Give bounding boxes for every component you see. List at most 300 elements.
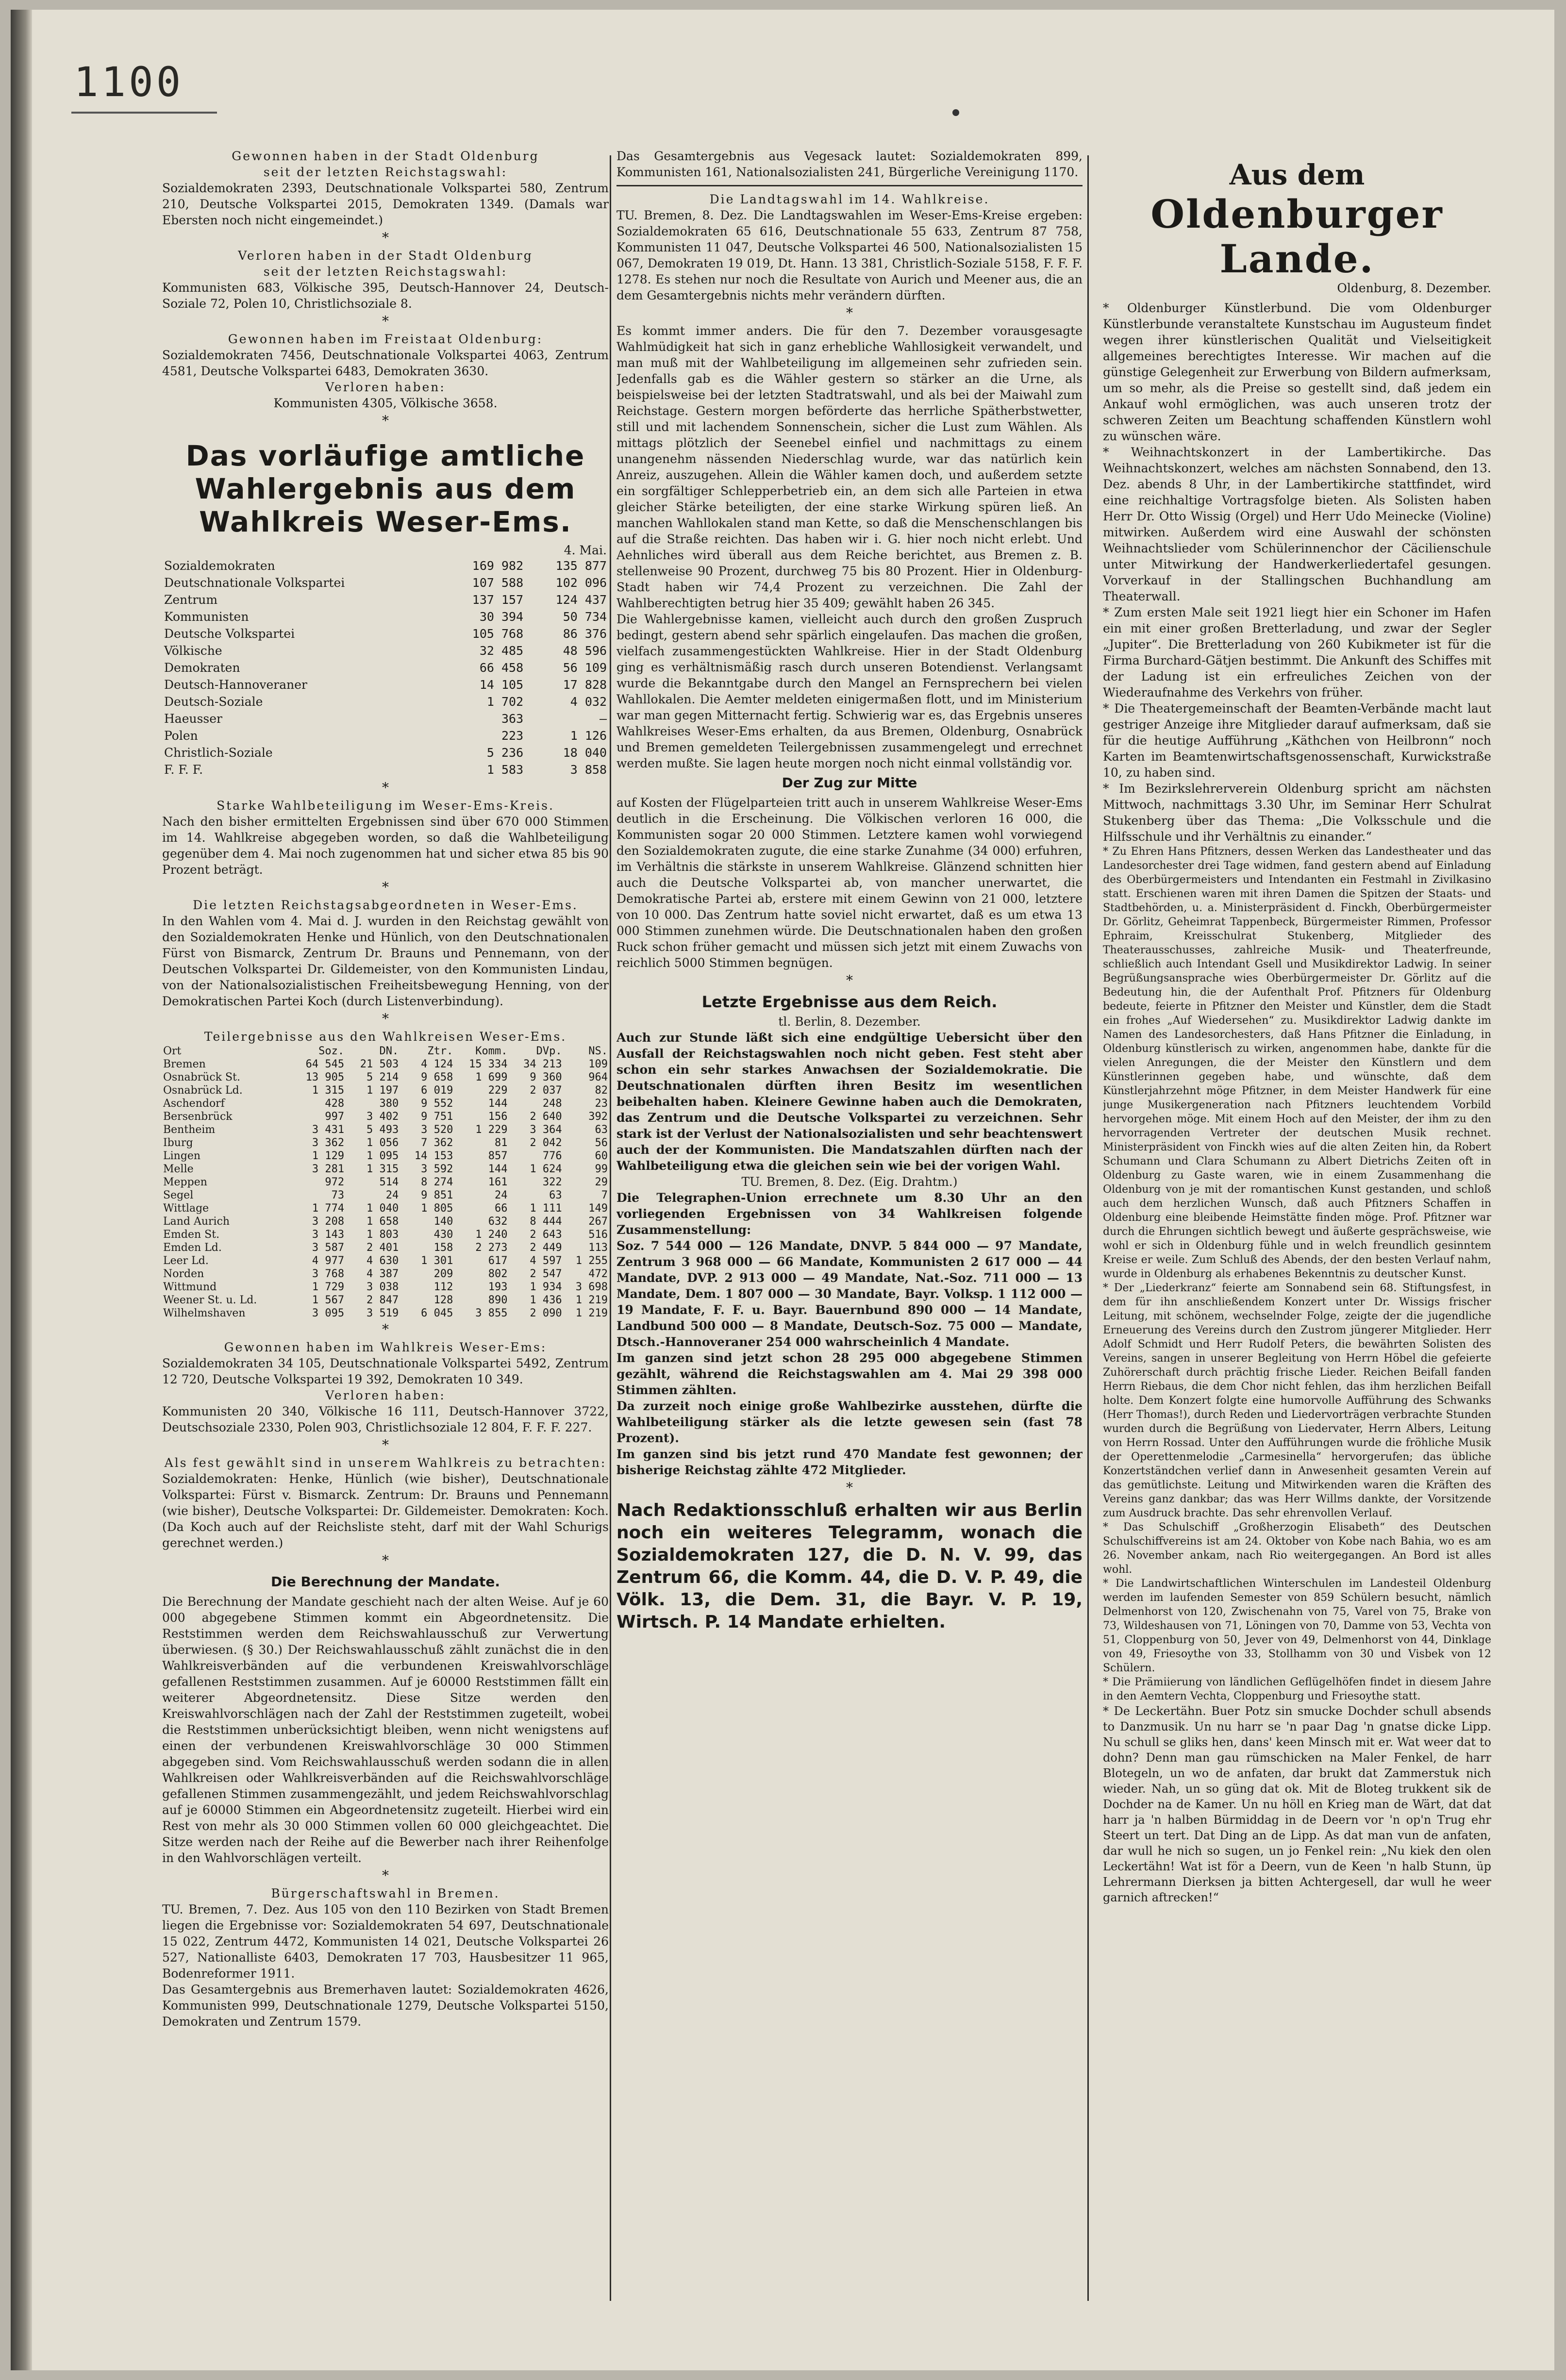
results-row <box>162 727 609 744</box>
teil-value: 1 699 <box>475 1071 508 1083</box>
page-number: 1100 <box>74 58 184 106</box>
teil-value: 3 364 <box>530 1124 562 1136</box>
separator-star: * <box>382 1867 389 1883</box>
teil-value: 1 934 <box>530 1281 562 1293</box>
teil-ort: Emden St. <box>163 1229 220 1241</box>
section-rule <box>616 185 1083 186</box>
results-value-now: 169 982 <box>472 559 524 573</box>
teil-row <box>162 1281 609 1294</box>
teil-row <box>162 1294 609 1307</box>
ergebnisse-text: Die Wahlergebnisse kamen, vielleicht auch durch den großen Zuspruch bedingt, gestern abend sehr spärlich eingelaufen. Das machen die großen, vielfach zusammengestückten Wahlkreise. Hier in der Stadt Oldenburg ging es verhältnismäßig rasch durch unseren Botendienst. Verlangsamt wurde die Bekanntgabe durch den Mangel an Fernsprechern bei vielen Wahllokalen. Die Aemter meldeten einigermaßen flott, und im Ministerium war man gegen Mitternacht fertig. Schwierig war es, das Ergebnis unseres Wahlkreises Weser-Ems erhalten, da aus Bremen, Oldenburg, Osnabrück und Bremen gemeldeten Teilergebnissen zusammengelegt und errechnet werden mußte. Sie lagen heute morgen noch nicht einmal vollständig vor. <box>616 612 1083 770</box>
results-row <box>162 642 609 659</box>
teil-row <box>162 1123 609 1136</box>
results-value-mai: 1 126 <box>570 729 607 743</box>
teil-value: 140 <box>433 1215 453 1228</box>
results-value-now: 223 <box>501 729 524 743</box>
teil-value: 1 111 <box>530 1202 562 1215</box>
results-party: Zentrum <box>164 593 218 607</box>
separator-star: * <box>382 1011 389 1027</box>
teil-value: 193 <box>488 1281 508 1293</box>
teil-value: 2 090 <box>530 1307 562 1319</box>
teil-value: 56 <box>595 1137 608 1149</box>
teil-value: 112 <box>433 1281 453 1293</box>
teil-row <box>162 1110 609 1123</box>
landtagswahl-text: TU. Bremen, 8. Dez. Die Landtagswahlen im Weser-Ems-Kreise ergeben: Sozialdemokraten 65 616, Deutschnationale 55 633, Zentrum 87 758, Kommunisten 11 047, Deutsche Volkspartei 46 500, Nationalsozialisten 15 067, Demokraten 19 019, Dt. Hann. 13 381, Christlich-Soziale 5158, F. F. F. 1278. Es stehen nur noch die Resultate von Aurich und Meener aus, die an dem Gesamtergebnis nichts mehr verändern dürften. <box>616 208 1083 302</box>
teil-value: 109 <box>588 1058 608 1070</box>
lokal-title-line1: Aus dem <box>1229 158 1365 191</box>
results-value-mai: — <box>599 712 607 726</box>
teil-value: 1 219 <box>575 1294 608 1306</box>
teil-ort: Melle <box>163 1163 194 1175</box>
teil-ort: Osnabrück Ld. <box>163 1084 243 1097</box>
teil-value: 13 905 <box>305 1071 345 1083</box>
teil-value: 9 360 <box>530 1071 562 1083</box>
results-row <box>162 659 609 676</box>
results-party: Sozialdemokraten <box>164 559 275 573</box>
teil-value: 516 <box>588 1229 608 1241</box>
schoner-text: * Zum ersten Male seit 1921 liegt hier ein Schoner im Hafen ein mit einer großen Bretterladung, und zwar der Segler „Jupiter“. Die Bretterladung von 260 Kubikmeter ist für die Firma Burchard-Gätjen bestimmt. Die Ankunft des Schiffes mit der Ladung ist ein erfreuliches Zeichen von der Wiederaufnahme des Verkehrs von früher. <box>1103 605 1491 699</box>
teil-col-header: Ort <box>163 1045 182 1057</box>
teil-value: 3 362 <box>312 1137 345 1149</box>
teil-value: 24 <box>385 1189 399 1201</box>
teil-ort: Bersenbrück <box>163 1111 233 1123</box>
verloren-stadt-head: Verloren haben in der Stadt Oldenburg <box>238 249 533 263</box>
teil-value: 128 <box>433 1294 453 1306</box>
teil-value: 1 624 <box>530 1163 562 1175</box>
teil-row <box>162 1189 609 1202</box>
scan-edge <box>11 10 32 2370</box>
teil-value: 776 <box>542 1150 562 1162</box>
verloren-stadt-text: Kommunisten 683, Völkische 395, Deutsch-Hannover 24, Deutsch-Soziale 72, Polen 10, Christlichsoziale 8. <box>162 281 609 311</box>
teil-row <box>162 1254 609 1267</box>
teil-value: 3 402 <box>367 1111 399 1123</box>
mandate-text: Die Berechnung der Mandate geschieht nach der alten Weise. Auf je 60 000 abgegebene Stimmen kommt ein Abgeordnetensitz. Die Reststimmen werden dem Reichswahlausschuß zur Verwertung überwiesen. (§ 30.) Der Reichswahlausschuß zählt zunächst die in den Wahlkreisverbänden auf die verbundenen Kreiswahlvorschläge gefallenen Reststimmen zusammen. Auf je 60000 Reststimmen fällt ein weiterer Abgeordnetensitz. Diese Sitze werden den Kreiswahlvorschlägen nach der Zahl der Reststimmen zugeteilt, wobei die Reststimmen unberücksichtigt bleiben, wenn nicht wenigstens auf einen der verbundenen Kreiswahlvorschläge 30 000 Stimmen abgegeben sind. Vom Reichswahlausschuß werden sodann die in allen Wahlkreisen oder Wahlkreisverbänden auf die Reichswahlvorschläge gefallenen Stimmen zusammengezählt, und jedem Reichswahlvorschlag auf je 60000 Stimmen ein Abgeordnetensitz zugeteilt. Hierbei wird ein Rest von mehr als 30 000 Stimmen vollen 60 000 gleichgeachtet. Die Sitze werden nach der Reihe auf die Bewerber nach ihrer Reihenfolge in den Wahlvorschlägen verteilt. <box>162 1595 609 1865</box>
gefluegel-text: * Die Prämiierung von ländlichen Geflügelhöfen findet in diesem Jahre in den Aemtern Vechta, Cloppenburg und Friesoythe statt. <box>1103 1676 1491 1702</box>
results-party: Christlich-Soziale <box>164 746 273 760</box>
teil-value: 2 042 <box>530 1137 562 1149</box>
wahlergebnis-headline: Das vorläufige amtliche Wahlergebnis aus dem Wahlkreis Weser-Ems. <box>185 439 585 538</box>
teil-value: 1 040 <box>367 1202 399 1215</box>
results-row <box>162 710 609 727</box>
results-value-now: 32 485 <box>479 644 524 658</box>
teil-value: 2 273 <box>475 1242 508 1254</box>
teil-value: 1 315 <box>367 1163 399 1175</box>
teil-value: 63 <box>595 1124 608 1136</box>
teil-value: 4 977 <box>312 1255 345 1267</box>
teil-value: 8 444 <box>530 1215 562 1228</box>
separator-star: * <box>382 313 389 329</box>
teil-value: 5 214 <box>367 1071 399 1083</box>
results-row <box>162 557 609 574</box>
teil-value: 857 <box>488 1150 508 1162</box>
teil-ort: Aschendorf <box>163 1098 225 1110</box>
separator-star: * <box>382 780 389 796</box>
teil-value: 229 <box>488 1084 508 1097</box>
results-party: Polen <box>164 729 198 743</box>
teil-row <box>162 1058 609 1071</box>
teil-value: 7 <box>601 1189 608 1201</box>
liederkranz-text: * Der „Liederkranz“ feierte am Sonnabend sein 68. Stiftungsfest, in dem für ihn anschließendem Konzert unter Dr. Wissigs frischer Leitung, mit schönem, wechselnder Folge, zeigte der die jugendliche Erneuerung des Vereins durch den Zustrom jüngerer Mitglieder. Herr Adolf Schmidt und Herr Rudolf Peters, die bewährten Solisten des Vereins, sangen in unserer Begleitung von Herrn Höbel die gefeierte Zuhörerschaft durch prächtig frische Lieder. Reichen Beifall fanden Herrn Riebaus, die dem Chor nicht fehlen, das ihm herzlichen Beifall holte. Dem Konzert folgte eine humorvolle Aufführung des Schwanks (Herr Thomas!), durch Reden und Liedervorträgen verbrachte Stunden wurden durch die Begrüßung von Liedervater, Herrn Albers, Leitung von Herrn Rossad. Unter den Aufführungen wurde die fröhliche Musik der Operettenmelodie „Carmesinella“ hervorgerufen; das übliche Konzertständchen verlief dann in Anwesenheit gesamten Verein auf das gemütlichste. Leitung und Mitwirkenden waren die Kräften des Vereins ganz dankbar; das was Herr Willms dankte, der Vorsitzende zum Ausdruck brachte. Das sehr ehrenvollen Verlauf. <box>1103 1282 1491 1519</box>
teil-value: 3 520 <box>421 1124 453 1136</box>
teil-value: 3 095 <box>312 1307 345 1319</box>
reich-text: Auch zur Stunde läßt sich eine endgültige Uebersicht über den Ausfall der Reichstagswahlen noch nicht geben. Fest steht aber schon ein sehr starkes Anwachsen der Sozialdemokratie. Die Deutschnationalen dürften ihren Besitz im wesentlichen beibehalten haben. Kleinere Gewinne haben auch die Demokraten, das Zentrum und die Deutsche Volkspartei zu verzeichnen. Sehr stark ist der Verlust der Nationalsozialisten und sehr beachtenswert auch der der Kommunisten. Die Mandatszahlen dürften nach der Wahlbeteiligung etwa die gleichen sein wie bei der vorigen Wahl. <box>616 1031 1083 1173</box>
teil-value: 209 <box>433 1268 453 1280</box>
teil-value: 3 038 <box>367 1281 399 1293</box>
teil-value: 73 <box>331 1189 345 1201</box>
teil-col-header: Soz. <box>318 1045 345 1057</box>
teil-value: 3 431 <box>312 1124 345 1136</box>
gewonnen-freistaat-head: Gewonnen haben im Freistaat Oldenburg: <box>228 332 543 346</box>
teil-value: 34 213 <box>523 1058 562 1070</box>
lehrerverein-text: * Im Bezirkslehrerverein Oldenburg spricht am nächsten Mittwoch, nachmittags 3.30 Uhr, im Seminar Herr Schulrat Stukenberg über das Thema: „Die Volksschule und die Hilfsschule und ihr Verhältnis zu einander.“ <box>1103 782 1491 844</box>
newspaper-page <box>11 10 1554 2370</box>
results-party: F. F. F. <box>164 763 203 777</box>
teil-value: 1 255 <box>575 1255 608 1267</box>
gewonnen-stadt-sub: seit der letzten Reichstagswahl: <box>263 165 508 179</box>
teil-value: 64 545 <box>305 1058 345 1070</box>
results-row <box>162 693 609 710</box>
tu-dateline: TU. Bremen, 8. Dez. (Eig. Drahtm.) <box>741 1175 958 1189</box>
teil-value: 161 <box>488 1176 508 1188</box>
teil-row <box>162 1241 609 1254</box>
teil-value: 4 387 <box>367 1268 399 1280</box>
beteiligung-head: Starke Wahlbeteiligung im Weser-Ems-Kreis. <box>217 799 554 813</box>
teil-value: 4 597 <box>530 1255 562 1267</box>
teil-value: 3 592 <box>421 1163 453 1175</box>
teil-value: 1 805 <box>421 1202 453 1215</box>
teil-value: 82 <box>595 1084 608 1097</box>
teil-value: 3 281 <box>312 1163 345 1175</box>
teil-value: 2 643 <box>530 1229 562 1241</box>
results-value-mai: 3 858 <box>570 763 607 777</box>
weihnachtskonzert-text: * Weihnachtskonzert in der Lambertikirche. Das Weihnachtskonzert, welches am nächsten Sonnabend, den 13. Dez. abends 8 Uhr, in der Lambertikirche stattfindet, wird eine reichhaltige Vortragsfolge bieten. Als Solisten haben Herr Dr. Otto Wissig (Orgel) und Herr Udo Meinecke (Violine) mitwirken. Außerdem wird eine Auswahl der schönsten Weihnachtslieder vom Schülerinnenchor der Cäcilienschule unter Mitwirkung der Handwerkerliedertafel gesungen. Vorverkauf in der Stallingschen Buchhandlung am Theaterwall. <box>1103 445 1491 603</box>
teil-value: 514 <box>379 1176 399 1188</box>
results-value-mai: 86 376 <box>563 627 607 641</box>
teil-ort: Land Aurich <box>163 1215 230 1228</box>
teil-value: 617 <box>488 1255 508 1267</box>
separator-star: * <box>382 1321 389 1337</box>
gewaehlt-head: Als fest gewählt sind in unserem Wahlkreis zu betrachten: <box>164 1456 607 1470</box>
teil-value: 5 493 <box>367 1124 399 1136</box>
teil-value: 1 056 <box>367 1137 399 1149</box>
separator-star: * <box>382 1437 389 1453</box>
separator-star: * <box>382 1552 389 1568</box>
zug-head: Der Zug zur Mitte <box>782 775 917 791</box>
verloren-stadt-sub: seit der letzten Reichstagswahl: <box>263 265 508 279</box>
results-value-now: 30 394 <box>479 610 524 624</box>
teil-value: 1 197 <box>367 1084 399 1097</box>
lokal-dateline: Oldenburg, 8. Dezember. <box>1337 281 1491 295</box>
teil-value: 3 519 <box>367 1307 399 1319</box>
teil-value: 21 503 <box>360 1058 399 1070</box>
teil-ort: Iburg <box>163 1137 193 1149</box>
buergerschaft-text: TU. Bremen, 7. Dez. Aus 105 von den 110 Bezirken von Stadt Bremen liegen die Ergebnisse vor: Sozialdemokraten 54 697, Deutschnationale 15 022, Zentrum 4472, Kommunisten 14 021, Deutsche Volkspartei 26 527, Nationalliste 6403, Demokraten 17 703, Hausbesitzer 11 965, Bodenreformer 1911. <box>162 1902 609 1981</box>
teil-row <box>162 1084 609 1097</box>
teil-value: 472 <box>588 1268 608 1280</box>
teil-value: 632 <box>488 1215 508 1228</box>
results-value-mai: 56 109 <box>563 661 607 675</box>
beteiligung-text: Nach den bisher ermittelten Ergebnissen sind über 670 000 Stimmen im 14. Wahlkreise abgegeben worden, so daß die Wahlbeteiligung gegenüber dem 4. Mai noch zugenommen hat und sicher etwa 85 bis 90 Prozent beträgt. <box>162 815 609 877</box>
results-value-mai: 48 596 <box>563 644 607 658</box>
redaktionsschluss-text: Nach Redaktionsschluß erhalten wir aus Berlin noch ein weiteres Telegramm, wonach die Sozialdemokraten 127, die D. N. V. 99, das Zentrum 66, die Komm. 44, die D. V. P. 49, die Völk. 13, die Dem. 31, die Bayr. V. P. 19, Wirtsch. P. 14 Mandate erhielten. <box>616 1500 1083 1632</box>
teil-row <box>162 1176 609 1189</box>
gewonnen-wahlkreis-head: Gewonnen haben im Wahlkreis Weser-Ems: <box>224 1340 547 1354</box>
teil-value: 1 095 <box>367 1150 399 1162</box>
teil-ort: Bentheim <box>163 1124 216 1136</box>
results-party: Kommunisten <box>164 610 249 624</box>
results-party: Demokraten <box>164 661 240 675</box>
teil-value: 2 847 <box>367 1294 399 1306</box>
abgeordnete-text: In den Wahlen vom 4. Mai d. J. wurden in den Reichstag gewählt von den Sozialdemokraten Henke und Hünlich, von den Deutschnationalen Fürst von Bismarck, Zentrum Dr. Brauns und Pennemann, von der Deutschen Volkspartei Dr. Gildemeister, von den Kommunisten Lindau, von der Nationalsozialistischen Freiheitsbewegung Henning, von der Demokratischen Partei Koch (durch Listenverbindung). <box>162 914 609 1008</box>
teil-col-header: Komm. <box>475 1045 508 1057</box>
gewonnen-wahlkreis-text: Sozialdemokraten 34 105, Deutschnationale Volkspartei 5492, Zentrum 12 720, Deutsche Volkspartei 19 392, Demokraten 10 349. <box>162 1356 609 1386</box>
results-party: Deutschnationale Volkspartei <box>164 576 345 590</box>
teil-ort: Wittlage <box>163 1202 209 1215</box>
results-value-now: 363 <box>501 712 524 726</box>
teil-value: 6 019 <box>421 1084 453 1097</box>
results-party: Haeusser <box>164 712 223 726</box>
teil-value: 1 129 <box>312 1150 345 1162</box>
teil-col-header: NS. <box>588 1045 608 1057</box>
schulschiff-text: * Das Schulschiff „Großherzogin Elisabeth“ des Deutschen Schulschiffvereins ist am 24. Oktober von Kobe nach Bahia, wo es am 26. November ankam, nach Rio weitergegangen. An Bord ist alles wohl. <box>1103 1521 1491 1576</box>
results-header-mai: 4. Mai. <box>564 543 607 557</box>
verloren-freistaat-head: Verloren haben: <box>325 380 446 394</box>
teil-value: 113 <box>588 1242 608 1254</box>
separator-star: * <box>846 972 853 988</box>
results-value-mai: 17 828 <box>563 678 607 692</box>
teil-row <box>162 1267 609 1281</box>
leckertaehn-text: * De Leckertähn. Buer Potz sin smucke Dochder schull absends to Danzmusik. Un nu harr se 'n paar Dag 'n gnatse dicke Lipp. Nu schull se gliks hen, dans' keen Minsch mit er. Wat weer dat to dohn? Denn man gau rümschicken na Maler Fenkel, de harr Blotegeln, un wo de anfaten, dar brukt dat Zammerstuk nich wieder. Nah, un so güng dat ok. Mit de Bloteg trukkent sik de Dochder na de Kamer. Un nu höll en Krieg man de Wärt, dat dat harr ja 'n halben Bürmiddag in de Deern vor 'n op'n Trug ehr Steert un tert. Dat Ding an de Lipp. As dat man vun de anfaten, dar wull he nich so sugen, un jo Fenkel rein: „Nu kiek den olen Leckertähn! Wat ist för a Deern, vun de Keen 'n halb Stunn, üp Lehrermann Dierksen ja bitten Achtergesell, dar wull he weer garnich aftrecken!“ <box>1103 1704 1491 1904</box>
teil-value: 4 630 <box>367 1255 399 1267</box>
column-middle <box>616 148 1083 2298</box>
teil-value: 9 552 <box>421 1098 453 1110</box>
teil-value: 9 751 <box>421 1111 453 1123</box>
teil-row <box>162 1097 609 1110</box>
teil-value: 81 <box>495 1137 508 1149</box>
teil-row <box>162 1163 609 1176</box>
results-value-now: 5 236 <box>486 746 524 760</box>
teil-ort: Lingen <box>163 1150 201 1162</box>
teil-value: 2 640 <box>530 1111 562 1123</box>
results-value-mai: 102 096 <box>555 576 607 590</box>
teil-value: 60 <box>595 1150 608 1162</box>
teil-ort: Meppen <box>163 1176 207 1188</box>
results-row <box>162 676 609 693</box>
teil-value: 29 <box>595 1176 608 1188</box>
buergerschaft-head: Bürgerschaftswahl in Bremen. <box>271 1886 500 1900</box>
results-value-mai: 18 040 <box>563 746 607 760</box>
page-number-rule <box>71 112 217 114</box>
results-value-mai: 124 437 <box>555 593 607 607</box>
teil-value: 4 124 <box>421 1058 453 1070</box>
teil-value: 3 587 <box>312 1242 345 1254</box>
teil-ort: Leer Ld. <box>163 1255 209 1267</box>
teil-value: 15 334 <box>469 1058 508 1070</box>
teil-value: 8 274 <box>421 1176 453 1188</box>
teil-value: 1 315 <box>312 1084 345 1097</box>
teil-ort: Emden Ld. <box>163 1242 222 1254</box>
teil-ort: Segel <box>163 1189 194 1201</box>
column-rule-1 <box>610 155 611 2301</box>
teil-value: 3 143 <box>312 1229 345 1241</box>
teil-value: 428 <box>325 1098 345 1110</box>
teil-value: 1 219 <box>575 1307 608 1319</box>
results-value-now: 107 588 <box>472 576 524 590</box>
teil-value: 380 <box>379 1098 399 1110</box>
results-party: Deutsch-Soziale <box>164 695 263 709</box>
verloren-wahlkreis-head: Verloren haben: <box>325 1388 446 1402</box>
results-row <box>162 761 609 778</box>
teil-value: 430 <box>433 1229 453 1241</box>
kuenstlerbund-text: * Oldenburger Künstlerbund. Die vom Oldenburger Künstlerbunde veranstaltete Kunstschau im Augusteum findet wegen ihrer künstlerischen Qualität und Vielseitigkeit allgemeines berechtigtes Interesse. Wir machen auf die günstige Gelegenheit zur Erwerbung von Bildern aufmerksam, um so mehr, als die Preise so gestellt sind, daß jedem ein Ankauf wohl ermöglichen, was auch unseren trotz der schweren Zeiten um Beachtung schaffenden Künstlern wohl zu wünschen wäre. <box>1103 301 1491 443</box>
results-table <box>162 543 609 778</box>
vegesack-text: Das Gesamtergebnis aus Vegesack lautet: Sozialdemokraten 899, Kommunisten 161, Nationalsozialisten 241, Bürgerliche Vereinigung 1170. <box>616 149 1083 179</box>
teil-value: 66 <box>495 1202 508 1215</box>
teil-value: 1 229 <box>475 1124 508 1136</box>
gewaehlt-text: Sozialdemokraten: Henke, Hünlich (wie bisher), Deutschnationale Volkspartei: Fürst v. Bismarck. Zentrum: Dr. Brauns und Pennemann (wie bisher), Deutsche Volkspartei: Dr. Gildemeister. Demokraten: Koch. (Da Koch auch auf der Reichsliste steht, darf mit der Wahl Schurigs gerechnet werden.) <box>162 1472 609 1550</box>
teil-ort: Wittmund <box>163 1281 217 1293</box>
column-left <box>162 148 609 2298</box>
teil-row <box>162 1307 609 1320</box>
verloren-freistaat-text: Kommunisten 4305, Völkische 3658. <box>273 396 498 410</box>
teil-value: 1 436 <box>530 1294 562 1306</box>
results-value-now: 137 157 <box>472 593 524 607</box>
column-rule-2 <box>1087 155 1089 2301</box>
results-value-mai: 135 877 <box>555 559 607 573</box>
results-value-mai: 4 032 <box>570 695 607 709</box>
teilergebnisse-head: Teilergebnisse aus den Wahlkreisen Weser-Ems. <box>204 1030 567 1044</box>
gewonnen-stadt-head: Gewonnen haben in der Stadt Oldenburg <box>232 149 539 163</box>
teil-value: 1 658 <box>367 1215 399 1228</box>
teil-value: 2 449 <box>530 1242 562 1254</box>
results-row <box>162 608 609 625</box>
teil-value: 9 658 <box>421 1071 453 1083</box>
teil-value: 144 <box>488 1098 508 1110</box>
teil-row <box>162 1215 609 1228</box>
winterschulen-text: * Die Landwirtschaftlichen Winterschulen im Landesteil Oldenburg werden im laufenden Semester von 859 Schülern besucht, nämlich Delmenhorst von 120, Zwischenahn von 75, Varel von 75, Brake von 73, Wildeshausen von 71, Löningen von 70, Damme von 53, Vechta von 51, Cloppenburg von 50, Jever von 49, Delmenhorst von 44, Dinklage von 49, Friesoythe von 33, Stollhamm von 30 und Visbek von 12 Schülern. <box>1103 1578 1491 1674</box>
teil-value: 322 <box>542 1176 562 1188</box>
mandate-head: Die Berechnung der Mandate. <box>270 1574 500 1590</box>
teil-value: 99 <box>595 1163 608 1175</box>
teil-value: 63 <box>549 1189 562 1201</box>
gewonnen-stadt-text: Sozialdemokraten 2393, Deutschnationale Volkspartei 580, Zentrum 210, Deutsche Volkspartei 2015, Demokraten 1349. (Damals war Ebersten noch nicht eingemeindet.) <box>162 181 609 227</box>
teilergebnisse-table <box>162 1045 609 1320</box>
anders-text: Es kommt immer anders. Die für den 7. Dezember vorausgesagte Wahlmüdigkeit hat sich in ganz erhebliche Wahllosigkeit verwandelt, und man muß mit der Wahlbeteiligung im allgemeinen sehr zufrieden sein. Jedenfalls gab es die Wähler gestern so stärker an die Urne, als beispielsweise bei der letzten Stadtratswahl, und als bei der Maiwahl zum Reichstage. Gestern morgen beförderte das herrliche Spätherbstwetter, still und mit lachendem Sonnenschein, sicher die Lust zum Wählen. Als mittags plötzlich der Seenebel einfiel und nachmittags zu einem unangenehm nässenden Niederschlag wurde, war das natürlich kein Anreiz, auszugehen. Allein die Wähler kamen doch, und außerdem setzte ein sorgfältiger Schlepperbetrieb ein, an dem sich alle Parteien in etwa gleicher Stärke beteiligten, der eine starke Wirkung spüren ließ. An manchen Wahllokalen stand man Kette, so daß die Menschenschlangen bis auf die Straße reichten. Das haben wir i. G. hier noch nicht erlebt. Und Aehnliches wird überall aus dem Reiche berichtet, aus Bremen z. B. stellenweise 90 Prozent, durchweg 75 bis 80 Prozent. Hier in Oldenburg-Stadt haben wir 74,4 Prozent zu verzeichnen. Die Zahl der Wahlberechtigten betrug hier 35 409; gewählt haben 26 345. <box>616 324 1083 610</box>
results-value-mai: 50 734 <box>563 610 607 624</box>
results-value-now: 66 458 <box>479 661 524 675</box>
pfitzner-text: * Zu Ehren Hans Pfitzners, dessen Werken das Landestheater und das Landesorchester drei Tage widmen, fand gestern abend auf Einladung des Oberbürgermeisters und Intendanten ein Festmahl in Zivilkasino statt. Erschienen waren mit ihren Damen die Spitzen der Staats- und Stadtbehörden, u. a. Ministerpräsident d. Finckh, Oberbürgermeister Dr. Görlitz, Geheimrat Tappenbeck, Bürgermeister Rimmen, Professor Ephraim, Kreisschulrat Stukenberg, Mitglieder des Theaterausschusses, zahlreiche Musik- und Theaterfreunde, schließlich auch Intendant Gsell und Musikdirektor Ladwig. In seiner Begrüßungsansprache wies Oberbürgermeister Dr. Görlitz auf die Bedeutung hin, die der Aufenthalt Prof. Pfitzners für Oldenburg bedeute, feierte in Pfitzner den Meister und Künstler, dem die Stadt ein frohes „Auf Wiedersehen“ zu. Musikdirektor Ladwig dankte im Namen des Landesorchesters, daß Hans Pfitzner die Einladung, in Oldenburg künstlerisch zu wirken, angenommen habe, dankte für die vielen Anregungen, die der Meister den Künstlern und dem Künstlerinnen gegeben habe, und wünschte, daß dem Künstlerjahrzehnt möge Pfitzner, in dem Meister Handwerk für eine junge Musikergeneration nach Pfitzners leuchtendem Vorbild hervorgehen möge. Mit einem Hoch auf den Meister, der ihm zu den hervorragenden Vertreter der deutschen Musik rechnet. Ministerpräsident von Finckh wies auf die alten Zeiten hin, da Robert Schumann und Clara Schumann zu Albert Dietrichs Zeiten oft in Oldenburg zu Gaste waren, wie in einem Zusammenhang die Oldenburg von je mit der romantischen Kunst gestanden, und schloß auch dem herzlichen Wunsch, daß auch Pfitzners Schaffen in Oldenburg eine bleibende Heimstätte finden möge. Prof. Pfitzner war durch die Ehrungen sichtlich bewegt und äußerte gesprächsweise, wie wohl er sich in Oldenburg fühle und in welch freundlich gesinntem Kreise er weile. Zum Schluß des Abends, der den besten Verlauf nahm, wurde in Oldenburg als erhabenes Bekenntnis zu deutscher Kunst. <box>1103 846 1491 1280</box>
teil-value: 158 <box>433 1242 453 1254</box>
teil-value: 23 <box>595 1098 608 1110</box>
teil-value: 1 567 <box>312 1294 345 1306</box>
teil-value: 2 547 <box>530 1268 562 1280</box>
teil-value: 3 855 <box>475 1307 508 1319</box>
teil-value: 267 <box>588 1215 608 1228</box>
mandate-total-text: Im ganzen sind bis jetzt rund 470 Mandate fest gewonnen; der bisherige Reichstag zählte 472 Mitglieder. <box>616 1447 1083 1477</box>
results-row <box>162 591 609 608</box>
reich-head: Letzte Ergebnisse aus dem Reich. <box>701 993 998 1011</box>
results-value-now: 1 702 <box>486 695 524 709</box>
teil-ort: Wilhelmshaven <box>163 1307 246 1319</box>
teil-value: 1 774 <box>312 1202 345 1215</box>
results-party: Deutsch-Hannoveraner <box>164 678 307 692</box>
noch-text: Da zurzeit noch einige große Wahlbezirke ausstehen, dürfte die Wahlbeteiligung stärker als die letzte gewesen sein (fast 78 Prozent). <box>616 1399 1083 1445</box>
teil-value: 7 362 <box>421 1137 453 1149</box>
zug-text: auf Kosten der Flügelparteien tritt auch in unserem Wahlkreise Weser-Ems deutlich in die Erscheinung. Die Völkischen verloren 16 000, die Kommunisten sogar 20 000 Stimmen. Letztere kamen wohl vorwiegend den Sozialdemokraten zugute, die eine starke Zunahme (34 000) erfuhren, im Verhältnis die stärkste in unserem Wahlkreise. Glänzend schnitten hier auch die Deutsche Volkspartei ab, von mancher unerwartet, die Demokratische Partei ab, erstere mit einem Gewinn von 21 000, letztere von 10 000. Das Zentrum hatte soviel nicht erwartet, daß es um etwa 13 000 Stimmen zunehmen würde. Die Deutschnationalen haben den großen Ruck schon früher gemacht und müssen sich jetzt mit einem Zuwachs von reichlich 5000 Stimmen begnügen. <box>616 796 1083 970</box>
teil-value: 1 729 <box>312 1281 345 1293</box>
teil-row <box>162 1228 609 1241</box>
teil-value: 802 <box>488 1268 508 1280</box>
mandate-list: Soz. 7 544 000 — 126 Mandate, DNVP. 5 844 000 — 97 Mandate, Zentrum 3 968 000 — 66 Mandate, Kommunisten 2 617 000 — 44 Mandate, DVP. 2 913 000 — 49 Mandate, Nat.-Soz. 711 000 — 13 Mandate, Dem. 1 807 000 — 30 Mandate, Bayr. Volksp. 1 112 000 — 19 Mandate, F. F. u. Bayr. Bauernbund 890 000 — 14 Mandate, Landbund 500 000 — 8 Mandate, Deutsch-Soz. 75 000 — Mandate, Dtsch.-Hannoveraner 254 000 wahrscheinlich 4 Mandate. <box>616 1239 1083 1349</box>
teil-value: 1 301 <box>421 1255 453 1267</box>
teil-value: 997 <box>325 1111 345 1123</box>
teil-value: 3 698 <box>575 1281 608 1293</box>
teil-ort: Bremen <box>163 1058 206 1070</box>
results-party: Deutsche Volkspartei <box>164 627 295 641</box>
results-value-now: 1 583 <box>486 763 524 777</box>
page-dot <box>952 109 959 116</box>
gewonnen-freistaat-text: Sozialdemokraten 7456, Deutschnationale Volkspartei 4063, Zentrum 4581, Deutsche Volkspartei 6483, Demokraten 3630. <box>162 348 609 378</box>
separator-star: * <box>382 230 389 246</box>
bremerhaven-text: Das Gesamtergebnis aus Bremerhaven lautet: Sozialdemokraten 4626, Kommunisten 999, Deutschnationale 1279, Deutsche Volkspartei 5150, Demokraten und Zentrum 1579. <box>162 1982 609 2029</box>
teil-value: 9 851 <box>421 1189 453 1201</box>
teil-row <box>162 1071 609 1084</box>
separator-star: * <box>382 879 389 895</box>
teil-value: 14 153 <box>414 1150 453 1162</box>
teil-value: 1 240 <box>475 1229 508 1241</box>
teil-row <box>162 1136 609 1149</box>
teil-col-header: DVp. <box>536 1045 562 1057</box>
separator-star: * <box>846 1480 853 1496</box>
teil-value: 890 <box>488 1294 508 1306</box>
teil-value: 3 208 <box>312 1215 345 1228</box>
teil-value: 2 401 <box>367 1242 399 1254</box>
teil-row <box>162 1202 609 1215</box>
teil-value: 248 <box>542 1098 562 1110</box>
verloren-wahlkreis-text: Kommunisten 20 340, Völkische 16 111, Deutsch-Hannover 3722, Deutschsoziale 2330, Polen 903, Christlichsoziale 12 804, F. F. F. 227. <box>162 1404 609 1434</box>
teil-ort: Weener St. u. Ld. <box>163 1294 257 1306</box>
teil-value: 2 037 <box>530 1084 562 1097</box>
landtagswahl-head: Die Landtagswahl im 14. Wahlkreise. <box>709 192 990 206</box>
teil-value: 392 <box>588 1111 608 1123</box>
teil-row <box>162 1149 609 1163</box>
results-row <box>162 574 609 591</box>
separator-star: * <box>382 413 389 429</box>
results-value-now: 14 105 <box>479 678 524 692</box>
teil-value: 6 045 <box>421 1307 453 1319</box>
teil-value: 3 768 <box>312 1268 345 1280</box>
teil-value: 149 <box>588 1202 608 1215</box>
abgeordnete-head: Die letzten Reichstagsabgeordneten in Weser-Ems. <box>193 898 578 912</box>
teil-value: 964 <box>588 1071 608 1083</box>
separator-star: * <box>846 305 853 321</box>
teil-ort: Osnabrück St. <box>163 1071 240 1083</box>
teil-col-header: DN. <box>379 1045 399 1057</box>
teil-value: 144 <box>488 1163 508 1175</box>
lokal-title-line2: Oldenburger Lande. <box>1150 191 1444 282</box>
teil-value: 1 803 <box>367 1229 399 1241</box>
teil-value: 156 <box>488 1111 508 1123</box>
theatergemeinschaft-text: * Die Theatergemeinschaft der Beamten-Verbände macht laut gestriger Anzeige ihre Mitglieder darauf aufmerksam, daß sie für die heutige Aufführung „Käthchen von Heilbronn“ noch Karten im Beamtenwirtschaftsgenossenschaft, Kurwickstraße 10, zu haben sind. <box>1103 701 1491 780</box>
column-right <box>1103 148 1491 2298</box>
teil-value: 24 <box>495 1189 508 1201</box>
results-party: Völkische <box>164 644 222 658</box>
teil-col-header: Ztr. <box>427 1045 453 1057</box>
results-value-now: 105 768 <box>472 627 524 641</box>
reich-dateline: tl. Berlin, 8. Dezember. <box>778 1015 921 1029</box>
teilergebnisse-header <box>162 1045 609 1058</box>
results-row <box>162 625 609 642</box>
